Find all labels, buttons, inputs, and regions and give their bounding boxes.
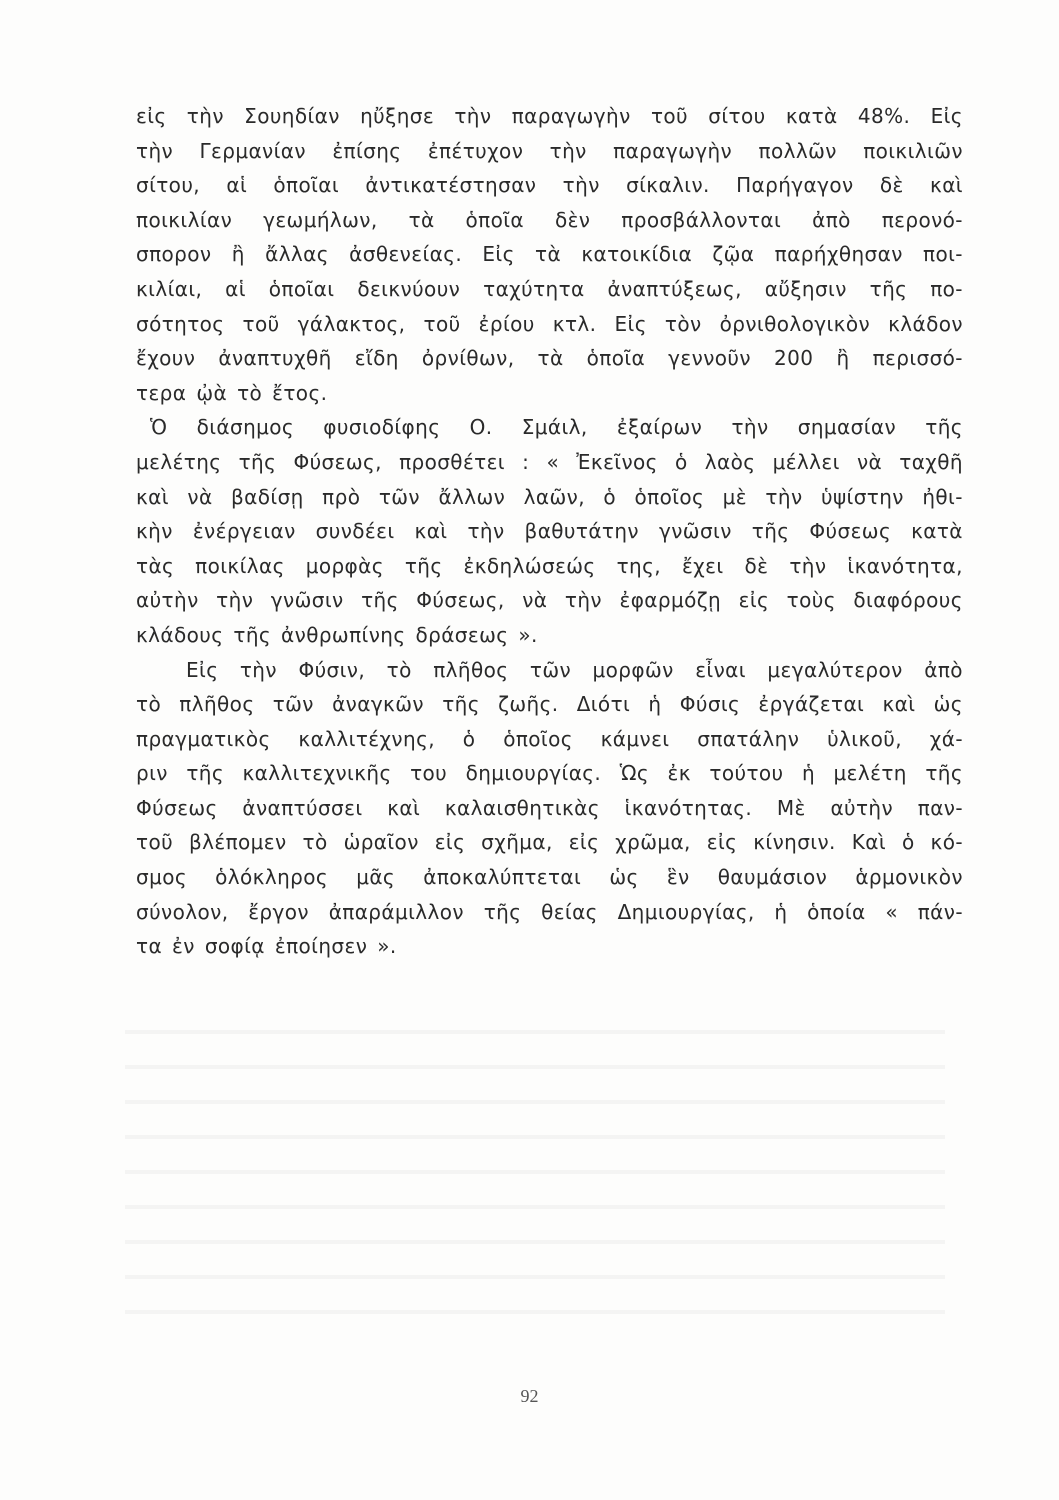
word: χρῶμα,: [615, 830, 691, 855]
word: φυσιοδίφης: [323, 415, 441, 440]
word: μέλλει: [772, 449, 840, 474]
word: ταχύτητα: [483, 276, 585, 301]
word: καὶ: [414, 519, 448, 544]
word: δὲν: [554, 207, 591, 232]
word: ἢ: [231, 242, 245, 267]
word: ὁποῖαι: [273, 173, 340, 198]
word: σχῆμα,: [481, 830, 553, 855]
word: τούτου: [709, 761, 784, 786]
word: παραγωγὴν: [511, 104, 631, 128]
word: εἰς: [568, 830, 600, 855]
word: γνῶσιν: [270, 588, 344, 613]
word: γεωμήλων,: [263, 207, 378, 232]
word: τὸ: [386, 657, 412, 682]
word: ὡς: [609, 865, 639, 890]
text-line: [136, 341, 963, 376]
word: ἐπέτυχον: [427, 138, 524, 163]
word: τὰς: [136, 553, 175, 578]
word: τὴν: [186, 104, 224, 128]
word: τὴν: [562, 173, 600, 198]
word: ὁποῖος: [503, 726, 573, 751]
text-line: [136, 514, 963, 549]
word: ἀπὸ: [924, 657, 963, 682]
word: Φύσεως,: [293, 449, 382, 474]
word: τὴν: [239, 657, 277, 682]
word: ἐξαίρων: [616, 415, 703, 440]
word: :: [522, 449, 530, 474]
word: ἀπὸ: [812, 207, 851, 232]
word: ηὔξησε: [360, 104, 435, 128]
word: σμος: [136, 865, 187, 890]
word: ὑψίστην: [820, 484, 904, 509]
word: τοῦ: [242, 311, 280, 336]
word: σπορον: [136, 242, 212, 267]
word: τὸ: [237, 380, 263, 405]
word: τὸν: [664, 311, 702, 336]
word: θείας: [541, 899, 598, 924]
word: τὴν: [467, 519, 505, 544]
word: δημιουργίας.: [465, 761, 602, 786]
word: καὶ: [930, 173, 963, 198]
word: πολλῶν: [758, 138, 837, 163]
word: τὴν: [549, 138, 587, 163]
word: περισσό-: [872, 346, 963, 371]
word: προσθέτει: [399, 449, 505, 474]
word: καλλιτεχνικῆς: [242, 761, 392, 786]
text-line: [136, 134, 963, 169]
word: Ἐκεῖνος: [576, 449, 658, 474]
word: μορφὰς: [305, 553, 384, 578]
word: τοὺς: [786, 588, 836, 613]
word: ἠθι-: [922, 484, 963, 509]
word: θαυμάσιον: [717, 865, 828, 890]
word: μελέτη: [833, 761, 907, 786]
word: λαῶν,: [523, 484, 585, 509]
word: ἔτος.: [272, 380, 328, 405]
word: καλλιτέχνης,: [298, 726, 435, 751]
word: Γερμανίαν: [199, 138, 306, 163]
word: κατοικίδια: [581, 242, 693, 267]
word: γνῶσιν: [659, 519, 732, 544]
word: Ὁ: [150, 415, 168, 440]
word: τὰ: [537, 346, 564, 371]
text-line: [136, 756, 963, 791]
page-number: 92: [520, 1386, 539, 1406]
word: ἐρίου: [478, 311, 535, 336]
word: ὁ: [462, 726, 476, 751]
word: τῆς: [925, 761, 963, 786]
word: ἐργάζεται: [758, 692, 865, 717]
word: Εἰς: [482, 242, 515, 267]
word: 200: [774, 346, 814, 371]
word: κό-: [930, 830, 963, 855]
word: δὲ: [879, 173, 904, 198]
word: δὲ: [744, 553, 769, 578]
text-line: [136, 480, 963, 515]
word: βαθυτάτην: [524, 519, 640, 544]
word: σίκαλιν.: [626, 173, 710, 198]
word: ἀναγκῶν: [332, 692, 424, 717]
word: εἶναι: [695, 657, 746, 682]
word: ἐνέργειαν: [192, 519, 296, 544]
word: μεγαλύτερον: [767, 657, 903, 682]
word: ἀναπτύσσει: [242, 795, 363, 820]
word: κατὰ: [911, 519, 963, 544]
word: κάμνει: [600, 726, 670, 751]
word: Μὲ: [776, 795, 806, 820]
word: ταχθῆ: [899, 449, 963, 474]
word: ὀρνιθολογικὸν: [719, 311, 871, 336]
word: τὰ: [535, 242, 562, 267]
word: ».: [377, 934, 397, 959]
word: εἰς: [434, 830, 466, 855]
word: προσβάλλονται: [621, 207, 782, 232]
word: αὔξησιν: [764, 276, 847, 301]
word: τὴν: [731, 415, 769, 440]
word: ζῷα: [712, 242, 755, 267]
word: τῆς: [483, 899, 522, 924]
word: τῆς: [238, 449, 277, 474]
word: τῆς: [751, 519, 790, 544]
word: τοῦ: [136, 830, 174, 855]
word: ὁλόκληρος: [215, 865, 329, 890]
word: κίνησιν.: [753, 830, 836, 855]
text-line: [136, 549, 963, 584]
word: ἀπαράμιλλον: [328, 899, 464, 924]
word: μᾶς: [356, 865, 396, 890]
word: αἱ: [225, 276, 246, 301]
text-line: [136, 618, 963, 653]
word: τῆς: [925, 415, 963, 440]
word: ὁποία: [807, 899, 866, 924]
word: τὴν: [216, 588, 254, 613]
word: ἡ: [648, 692, 662, 717]
word: ἀντικατέστησαν: [365, 173, 537, 198]
word: εἰς: [706, 830, 738, 855]
word: ὁποῖα: [465, 207, 524, 232]
text-line: [136, 445, 963, 480]
word: πλῆθος: [433, 657, 509, 682]
text-line: [136, 376, 963, 411]
word: σπατάλην: [697, 726, 800, 751]
word: καὶ: [387, 795, 421, 820]
word: σοφίᾳ: [204, 934, 265, 959]
text-line: [136, 825, 963, 860]
word: ἡ: [774, 899, 788, 924]
word: διάσημος: [196, 415, 295, 440]
word: τὴν: [454, 104, 492, 128]
word: ἔχει: [681, 553, 724, 578]
word: ἔργον: [248, 899, 309, 924]
word: Φύσεως: [136, 795, 218, 820]
word: τοῦ: [423, 311, 461, 336]
word: τὰ: [408, 207, 435, 232]
word: Δημιουργίας,: [617, 899, 755, 924]
word: ὁ: [901, 830, 915, 855]
word: τὴν: [564, 588, 602, 613]
word: τα: [136, 934, 163, 959]
word: ᾠὰ: [196, 380, 228, 405]
word: ἄλλων: [438, 484, 506, 509]
word: σημασίαν: [797, 415, 897, 440]
word: ζωῆς.: [498, 692, 559, 717]
text-line: [136, 929, 963, 964]
body-text: [136, 99, 963, 964]
word: νὰ: [187, 484, 213, 509]
word: νὰ: [522, 588, 548, 613]
word: μὲ: [722, 484, 747, 509]
word: ἀποκαλύπτεται: [423, 865, 582, 890]
word: ὁποῖος: [634, 484, 705, 509]
text-line: [136, 410, 963, 445]
word: ποικιλίαν: [136, 207, 233, 232]
word: ἐν: [172, 934, 195, 959]
word: δεικνύουν: [357, 276, 461, 301]
word: ἓν: [666, 865, 690, 890]
word: τὴν: [789, 553, 827, 578]
text-line: [136, 791, 963, 826]
word: ἐπίσης: [332, 138, 402, 163]
word: ἐκδηλώσεώς: [463, 553, 596, 578]
word: βαδίσῃ: [231, 484, 304, 509]
word: παραγωγὴν: [613, 138, 733, 163]
word: ἁρμονικὸν: [855, 865, 963, 890]
word: Φύσις: [679, 692, 741, 717]
text-line: [136, 722, 963, 757]
word: Ο.: [469, 415, 493, 440]
word: πλῆθος: [179, 692, 255, 717]
word: τὸ: [136, 692, 162, 717]
word: κατὰ: [785, 104, 838, 128]
word: Σμάιλ,: [521, 415, 588, 440]
word: εἰς: [136, 104, 167, 128]
word: ποικιλιῶν: [863, 138, 963, 163]
word: πο-: [930, 276, 963, 301]
word: νὰ: [856, 449, 883, 474]
word: ὁ: [603, 484, 617, 509]
word: καὶ: [136, 484, 169, 509]
word: γεννοῦν: [668, 346, 751, 371]
word: ὡς: [933, 692, 963, 717]
text-line: [136, 168, 963, 203]
word: τῶν: [378, 484, 420, 509]
word: ἱκανότητα,: [847, 553, 963, 578]
word: ὁποῖαι: [268, 276, 335, 301]
word: ὀρνίθων,: [421, 346, 515, 371]
word: τῶν: [272, 692, 314, 717]
word: μορφῶν: [592, 657, 674, 682]
text-line: [136, 653, 963, 688]
word: σότητος: [136, 311, 225, 336]
text-line: [136, 687, 963, 722]
word: τῆς: [233, 622, 272, 647]
word: αὐτὴν: [830, 795, 894, 820]
word: ἡ: [801, 761, 816, 786]
word: χά-: [929, 726, 963, 751]
word: καὶ: [882, 692, 916, 717]
word: Φύσεως: [809, 519, 892, 544]
word: ὁ: [674, 449, 688, 474]
word: αἱ: [226, 173, 248, 198]
text-line: [136, 895, 963, 930]
word: αὐτὴν: [136, 588, 199, 613]
word: Σουηδίαν: [244, 104, 340, 128]
word: τῆς: [869, 276, 908, 301]
word: λαὸς: [704, 449, 756, 474]
word: ἀνθρωπίνης: [281, 622, 406, 647]
word: ἱκανότητας.: [624, 795, 753, 820]
show-through-bleed: [125, 1010, 945, 1320]
word: κλάδους: [136, 622, 224, 647]
word: ὑλικοῦ,: [827, 726, 902, 751]
word: ριν: [136, 761, 168, 786]
text-line: [136, 99, 963, 134]
word: κὴν: [136, 519, 173, 544]
word: ἔχουν: [136, 346, 196, 371]
word: σίτου,: [136, 173, 201, 198]
word: τὴν: [136, 138, 174, 163]
word: ὡραῖον: [343, 830, 419, 855]
word: δράσεως: [415, 622, 509, 647]
word: καλαισθητικὰς: [444, 795, 600, 820]
text-line: [136, 583, 963, 618]
word: «: [546, 449, 560, 474]
word: πρὸ: [322, 484, 361, 509]
word: Φύσεως,: [416, 588, 505, 613]
word: εἰς: [738, 588, 770, 613]
word: της,: [616, 553, 661, 578]
text-line: [136, 237, 963, 272]
word: εἴδη: [354, 346, 399, 371]
word: τῆς: [404, 553, 443, 578]
word: γάλακτος,: [297, 311, 406, 336]
word: ἢ: [836, 346, 850, 371]
word: κλάδον: [888, 311, 963, 336]
word: ἐκ: [667, 761, 691, 786]
word: ἐποίησεν: [274, 934, 368, 959]
word: σίτου: [708, 104, 766, 128]
word: ποικίλας: [195, 553, 285, 578]
word: 48%.: [857, 104, 911, 128]
word: Εἰς: [614, 311, 647, 336]
word: Παρήγαγον: [736, 173, 854, 198]
word: συνδέει: [315, 519, 395, 544]
word: τῆς: [442, 692, 480, 717]
text-line: [136, 203, 963, 238]
word: τὸ: [302, 830, 328, 855]
word: Διότι: [576, 692, 631, 717]
word: ἀσθενείας.: [349, 242, 463, 267]
word: τοῦ: [650, 104, 689, 128]
word: σύνολον,: [136, 899, 229, 924]
word: Εἰς: [186, 657, 219, 682]
word: περονό-: [881, 207, 963, 232]
word: ».: [518, 622, 538, 647]
word: ἐφαρμόζῃ: [619, 588, 722, 613]
word: τῆς: [361, 588, 399, 613]
text-line: [136, 307, 963, 342]
word: τῶν: [529, 657, 572, 682]
word: Φύσιν,: [298, 657, 366, 682]
word: τῆς: [186, 761, 224, 786]
word: τερα: [136, 380, 187, 405]
word: Καὶ: [851, 830, 887, 855]
word: μελέτης: [136, 449, 222, 474]
word: κτλ.: [552, 311, 597, 336]
word: πραγματικὸς: [136, 726, 271, 751]
word: του: [410, 761, 448, 786]
word: τὴν: [765, 484, 803, 509]
word: ἀναπτυχθῆ: [218, 346, 332, 371]
word: κιλίαι,: [136, 276, 203, 301]
word: παν-: [917, 795, 963, 820]
word: «: [885, 899, 898, 924]
word: Ὡς: [619, 761, 650, 786]
word: βλέπομεν: [189, 830, 287, 855]
word: Εἰς: [930, 104, 963, 128]
word: ἄλλας: [265, 242, 329, 267]
word: ποι-: [923, 242, 963, 267]
word: παρήχθησαν: [774, 242, 903, 267]
word: πάν-: [917, 899, 963, 924]
word: ὁποῖα: [586, 346, 646, 371]
text-line: [136, 272, 963, 307]
word: διαφόρους: [853, 588, 963, 613]
word: ἀναπτύξεως,: [607, 276, 742, 301]
text-line: [136, 860, 963, 895]
